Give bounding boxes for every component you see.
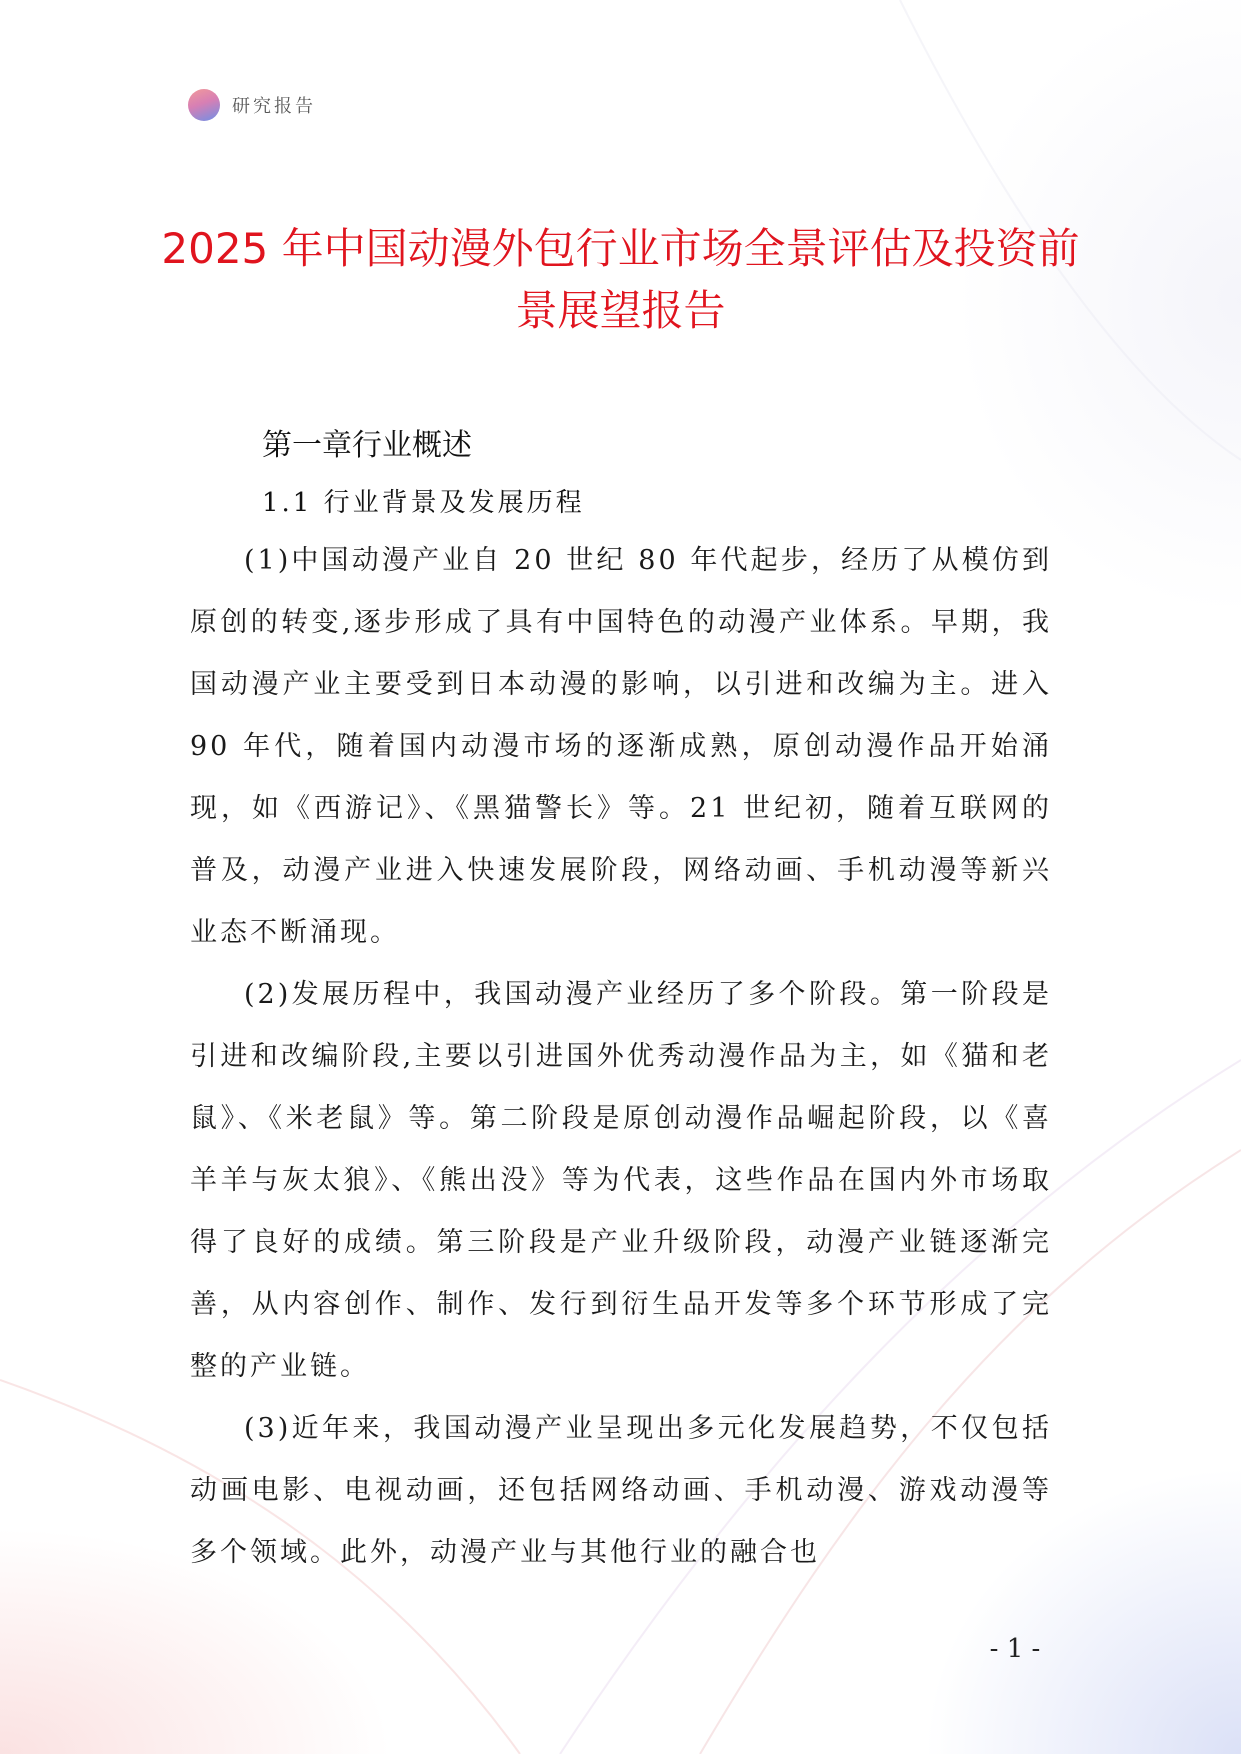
- chapter-heading: 第一章行业概述: [262, 428, 472, 463]
- section-heading: 1.1 行业背景及发展历程: [262, 488, 585, 518]
- page-number: - 1 -: [989, 1634, 1041, 1664]
- paragraph-3: (3)近年来，我国动漫产业呈现出多元化发展趋势，不仅包括动画电影、电视动画，还包括网络动画、手机动漫、游戏动漫等多个领域。此外，动漫产业与其他行业的融合也: [190, 1413, 1052, 1568]
- paragraph-1: (1)中国动漫产业自 20 世纪 80 年代起步，经历了从模仿到原创的转变,逐步形成了具有中国特色的动漫产业体系。早期，我国动漫产业主要受到日本动漫的影响，以引进和改编为主。进入 90 年代，随着国内动漫市场的逐渐成熟，原创动漫作品开始涌现，如《西游记》、《黑猫警长》等。21 世纪初，随着互联网的普及，动漫产业进入快速发展阶段，网络动画、手机动漫等新兴业态不断涌现。: [190, 545, 1052, 948]
- report-brand: [188, 88, 316, 122]
- brand-text: 研究报告: [232, 96, 316, 117]
- body-text: [190, 530, 1052, 1584]
- report-title: 2025 年中国动漫外包行业市场全景评估及投资前景展望报告: [161, 224, 1080, 335]
- paragraph-2: (2)发展历程中，我国动漫产业经历了多个阶段。第一阶段是引进和改编阶段,主要以引进国外优秀动漫作品为主，如《猫和老鼠》、《米老鼠》等。第二阶段是原创动漫作品崛起阶段，以《喜羊羊与灰太狼》、《熊出没》等为代表，这些作品在国内外市场取得了良好的成绩。第三阶段是产业升级阶段，动漫产业链逐渐完善，从内容创作、制作、发行到衍生品开发等多个环节形成了完整的产业链。: [190, 979, 1052, 1382]
- brand-logo-icon: [188, 89, 220, 121]
